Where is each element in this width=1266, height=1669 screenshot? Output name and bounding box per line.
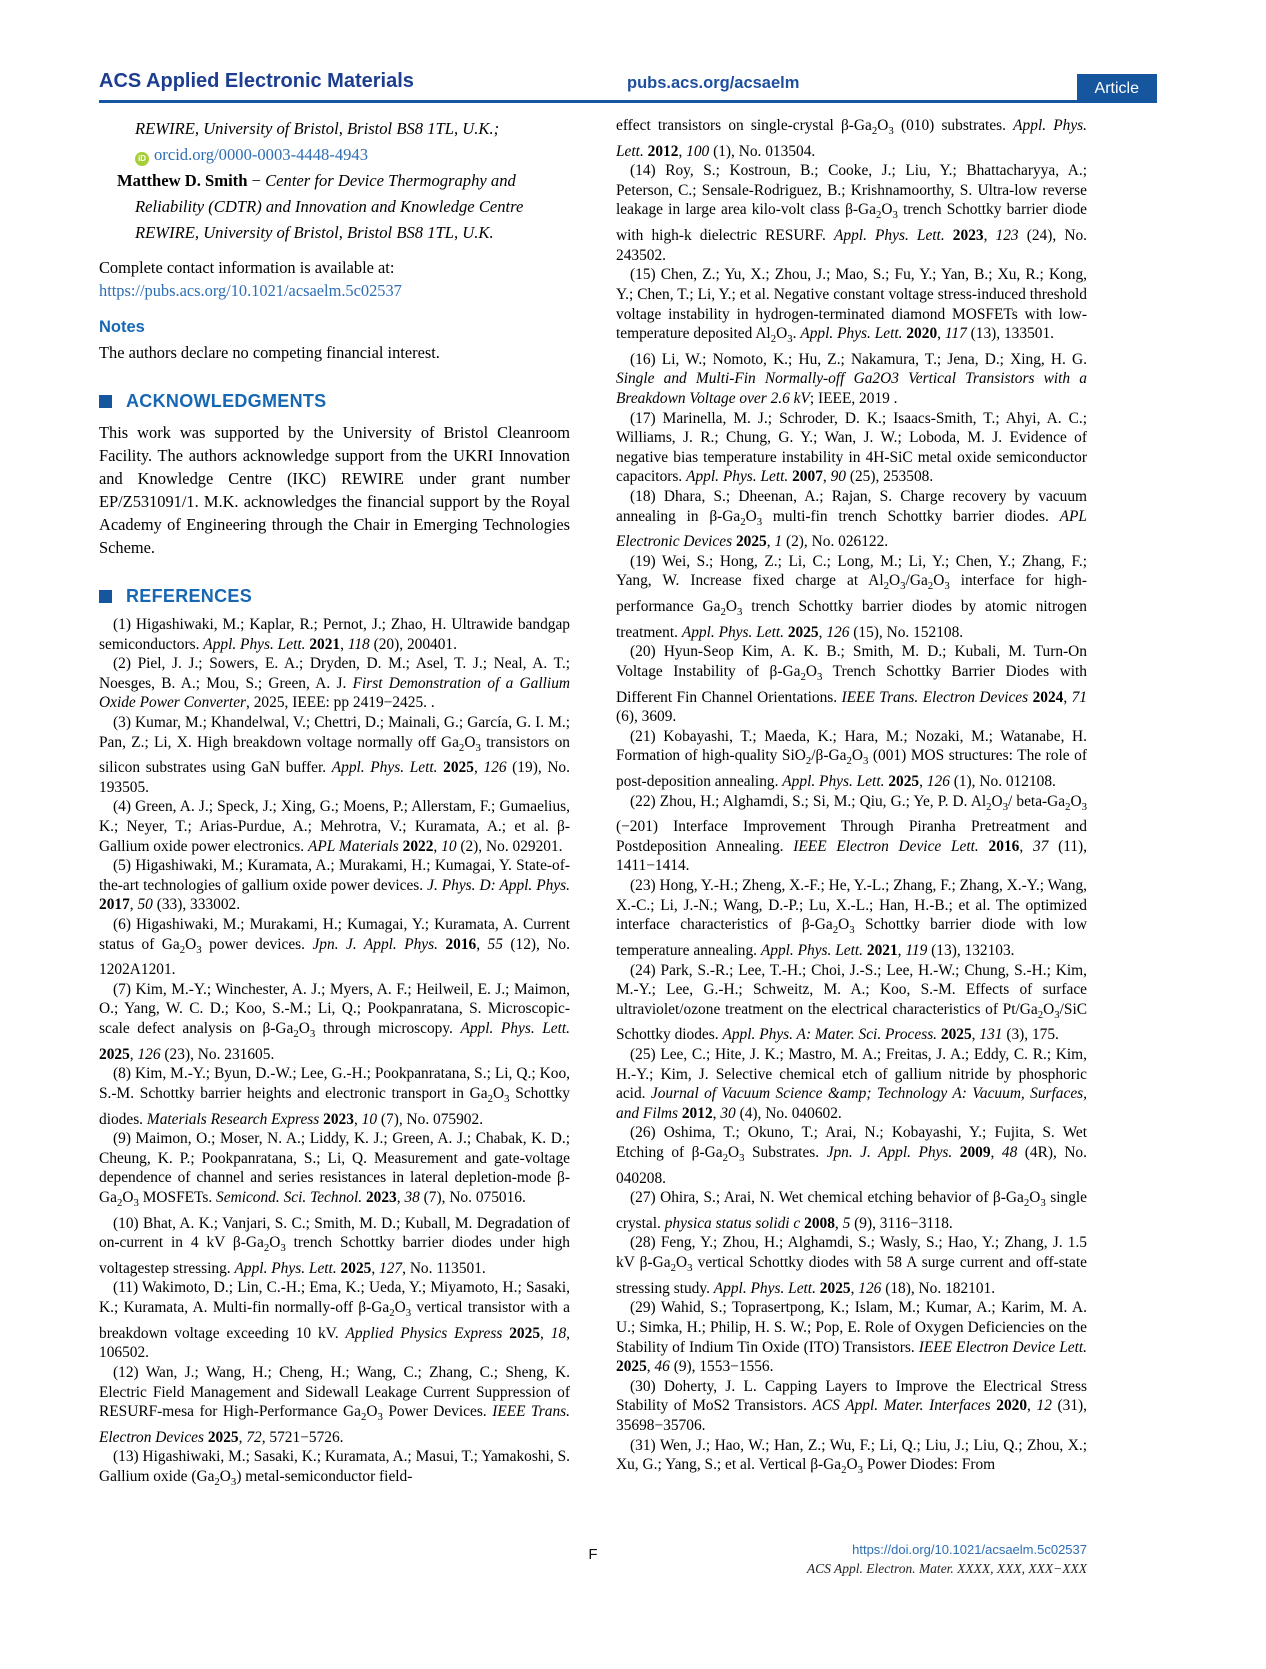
reference-entry-9: (9) Maimon, O.; Moser, N. A.; Liddy, K. J.; Green, A. J.; Chabak, K. D.; Cheung, K. P.; Pookpanratana, S.; Li, Q. Measurement and gate-voltage dependence of channel and series resistances in lateral depletion-mode $\beta-Ga_2O_3$ MOSFETs. Semicond. Sci. Technol. 2023, 38 (7), No. 075016. — [99, 1130, 570, 1210]
journal-site-link[interactable]: pubs.acs.org/acsaelm — [627, 74, 800, 92]
reference-entry-3: (3) Kumar, M.; Khandelwal, V.; Chettri, D.; Mainali, G.; García, G. I. M.; Pan, Z.; Li, X. High breakdown voltage normally off $Ga_2O_3$ transistors on silicon substrates using GaN buffer. Appl. Phys. Lett. 2025, 126 (19), No. 193505. — [99, 713, 571, 796]
reference-entry-20: (20) Hyun-Seop Kim, A. K. B.; Smith, M. D.; Kubali, M. Turn-On Voltage Instability of $\beta-Ga_2O_3$ Trench Schottky Barrier Diodes with Different Fin Channel Orientations. IEEE Trans. Electron Devices 2024, 71 (6), 3609. — [616, 643, 1088, 726]
reference-entry-4: (4) Green, A. J.; Speck, J.; Xing, G.; Moens, P.; Allerstam, F.; Gumaelius, K.; Neyer, T.; Arias-Purdue, A.; Mehrotra, V.; Kuramata, A.; et al. β-Gallium oxide power electronics. APL Materials 2022, 10 (2), No. 029201. — [99, 798, 570, 855]
affiliation-continuation: REWIRE, University of Bristol, Bristol BS8 1TL, U.K.; — [135, 119, 500, 138]
orcid-link[interactable]: orcid.org/0000-0003-4448-4943 — [154, 145, 369, 164]
reference-entry-26: (26) Oshima, T.; Okuno, T.; Arai, N.; Kobayashi, Y.; Fujita, S. Wet Etching of $\beta-Ga_2O_3$ Substrates. Jpn. J. Appl. Phys. 2009, 48 (4R), No. 040208. — [616, 1124, 1087, 1187]
reference-entry-8: (8) Kim, M.-Y.; Byun, D.-W.; Lee, G.-H.; Pookpanratana, S.; Li, Q.; Koo, S.-M. Schottky barrier heights and electronic transport in $Ga_2O_3$ Schottky diodes. Materials Research Express 2023, 10 (7), No. 075902. — [99, 1065, 570, 1128]
reference-entry-12: (12) Wan, J.; Wang, H.; Cheng, H.; Wang, C.; Zhang, C.; Sheng, K. Electric Field Management and Sidewall Leakage Current Suppression of RESURF-mesa for High-Performance $Ga_2O_3$ Power Devices. IEEE Trans. Electron Devices 2025, 72, 5721−5726. — [99, 1363, 570, 1446]
notes-body: The authors declare no competing financial interest. — [99, 343, 440, 362]
reference-entry-30: (30) Doherty, J. L. Capping Layers to Improve the Electrical Stress Stability of MoS2 Transistors. ACS Appl. Mater. Interfaces 2020, 12 (31), 35698−35706. — [616, 1377, 1088, 1434]
reference-entry-13-continuation: effect transistors on single-crystal $\beta-Ga_2O_3$ (010) substrates. Appl. Phys. Lett. 2012, 100 (1), No. 013504. — [616, 117, 1087, 160]
reference-entry-19: (19) Wei, S.; Hong, Z.; Li, C.; Long, M.; Li, Y.; Chen, Y.; Zhang, F.; Yang, W. Increase fixed charge at $Al_2O_3/Ga_2O_3$ interface for high-performance $Ga_2O_3$ trench Schottky barrier diodes by atomic nitrogen treatment. Appl. Phys. Lett. 2025, 126 (15), No. 152108. — [616, 552, 1087, 641]
two-column-body — [99, 116, 1087, 1493]
reference-entry-13: (13) Higashiwaki, M.; Sasaki, K.; Kuramata, A.; Masui, T.; Yamakoshi, S. Gallium oxide $(Ga_2O_3)$ metal-semiconductor field- — [99, 1448, 570, 1489]
contact-line: Complete contact information is available at: — [99, 258, 395, 277]
contact-url-link[interactable]: https://pubs.acs.org/10.1021/acsaelm.5c02537 — [99, 281, 402, 300]
reference-entry-7: (7) Kim, M.-Y.; Winchester, A. J.; Myers, A. F.; Heilweil, E. J.; Maimon, O.; Yang, W. C. D.; Koo, S.-M.; Li, Q.; Pookpanratana, S. Microscopic-scale defect analysis on $\beta-Ga_2O_3$ through microscopy. Appl. Phys. Lett. 2025, 126 (23), No. 231605. — [99, 980, 571, 1063]
page-header — [99, 63, 1157, 103]
page-number: F — [588, 1546, 598, 1563]
references-right — [616, 116, 1087, 1481]
reference-entry-23: (23) Hong, Y.-H.; Zheng, X.-F.; He, Y.-L.; Zhang, F.; Zhang, X.-Y.; Wang, X.-C.; Li, J.-N.; Wang, D.-P.; Lu, X.-L.; Han, H.-B.; et al. The optimized interface characteristics of $\beta-Ga_2O_3$ Schottky barrier diode with low temperature annealing. Appl. Phys. Lett. 2021, 119 (13), 132103. — [616, 877, 1087, 959]
reference-entry-31: (31) Wen, J.; Hao, W.; Han, Z.; Wu, F.; Li, Q.; Liu, J.; Liu, Q.; Zhou, X.; Xu, G.; Yang, S.; et al. Vertical $\beta-Ga_2O_3$ Power Diodes: From — [616, 1436, 1087, 1477]
reference-entry-6: (6) Higashiwaki, M.; Murakami, H.; Kumagai, Y.; Kuramata, A. Current status of $Ga_2O_3$ power devices. Jpn. J. Appl. Phys. 2016, 55 (12), No. 1202A1201. — [99, 915, 570, 979]
reference-entry-24: (24) Park, S.-R.; Lee, T.-H.; Choi, J.-S.; Lee, H.-W.; Chung, S.-H.; Kim, M.-Y.; Lee, G.-H.; Schweitz, M. A.; Koo, S.-M. Effects of surface ultraviolet/ozone treatment on the electrical characteristics of $Pt/Ga_2O_3$/SiC Schottky diodes. Appl. Phys. A: Mater. Sci. Process. 2025, 131 (3), 175. — [616, 961, 1087, 1044]
reference-entry-18: (18) Dhara, S.; Dheenan, A.; Rajan, S. Charge recovery by vacuum annealing in $\beta-Ga_2O_3$ multi-fin trench Schottky barrier diodes. APL Electronic Devices 2025, 1 (2), No. 026122. — [616, 487, 1087, 551]
reference-entry-28: (28) Feng, Y.; Zhou, H.; Alghamdi, S.; Wasly, S.; Hao, Y.; Zhang, J. 1.5 kV $\beta-Ga_2O_3$ vertical Schottky diodes with 58 A surge current and off-state stressing study. Appl. Phys. Lett. 2025, 126 (18), No. 182101. — [616, 1234, 1087, 1297]
orcid-icon: iD — [135, 152, 149, 166]
reference-entry-11: (11) Wakimoto, D.; Lin, C.-H.; Ema, K.; Ueda, Y.; Miyamoto, H.; Sasaki, K.; Kuramata, A. Multi-fin normally-off $\beta-Ga_2O_3$ vertical transistor with a breakdown voltage exceeding 10 kV. Applied Physics Express 2025, 18, 106502. — [99, 1279, 570, 1362]
section-bullet-icon — [99, 590, 112, 603]
reference-entry-15: (15) Chen, Z.; Yu, X.; Zhou, J.; Mao, S.; Fu, Y.; Yan, B.; Xu, R.; Kong, Y.; Chen, T.; Li, Y.; et al. Negative constant voltage stress-induced threshold voltage instability in hydrogen-terminated diamond MOSFETs with low-temperature deposited $Al_2O_3$. Appl. Phys. Lett. 2020, 117 (13), 133501. — [616, 266, 1087, 346]
reference-entry-14: (14) Roy, S.; Kostroun, B.; Cooke, J.; Liu, Y.; Bhattacharyya, A.; Peterson, C.; Sensale-Rodriguez, B.; Krishnamoorthy, S. Ultra-low reverse leakage in large area kilo-volt class $\beta-Ga_2O_3$ trench Schottky barrier diode with high-k dielectric RESURF. Appl. Phys. Lett. 2023, 123 (24), No. 243502. — [616, 162, 1087, 264]
section-bullet-icon — [99, 395, 112, 408]
reference-entry-2: (2) Piel, J. J.; Sowers, E. A.; Dryden, D. M.; Asel, T. J.; Neal, A. T.; Noesges, B. A.; Mou, S.; Green, A. J. First Demonstration of a Gallium Oxide Power Converter, 2025, IEEE: pp 2419−2425. . — [99, 655, 571, 712]
orcid-line — [99, 142, 570, 168]
journal-title: ACS Applied Electronic Materials — [99, 70, 414, 92]
left-column — [99, 116, 570, 1493]
references-heading: REFERENCES — [99, 586, 570, 607]
reference-entry-1: (1) Higashiwaki, M.; Kaplar, R.; Pernot, J.; Zhao, H. Ultrawide bandgap semiconductors. Appl. Phys. Lett. 2021, 118 (20), 200401. — [99, 616, 570, 653]
article-type-badge: Article — [1077, 74, 1157, 103]
acknowledgments-heading: ACKNOWLEDGMENTS — [99, 391, 570, 412]
reference-entry-29: (29) Wahid, S.; Toprasertpong, K.; Islam, M.; Kumar, A.; Karim, M. A. U.; Simka, H.; Philip, H. S. W.; Pop, E. Role of Oxygen Deficiencies on the Stability of Indium Tin Oxide (ITO) Transistors. IEEE Electron Device Lett. 2025, 46 (9), 1553−1556. — [616, 1299, 1087, 1376]
reference-entry-10: (10) Bhat, A. K.; Vanjari, S. C.; Smith, M. D.; Kuball, M. Degradation of on-current in 4 kV $\beta-Ga_2O_3$ trench Schottky barrier diodes under high voltagestep stressing. Appl. Phys. Lett. 2025, 127, No. 113501. — [99, 1214, 570, 1277]
doi-link[interactable]: https://doi.org/10.1021/acsaelm.5c02537 — [852, 1542, 1087, 1557]
reference-entry-16: (16) Li, W.; Nomoto, K.; Hu, Z.; Nakamura, T.; Jena, D.; Xing, H. G. Single and Multi-Fin Normally-off Ga2O3 Vertical Transistors with a Breakdown Voltage over 2.6 kV; IEEE, 2019 . — [616, 350, 1087, 407]
references-left — [99, 615, 570, 1493]
author-entry: Matthew D. Smith − Center for Device Thermography and Reliability (CDTR) and Innovation and Knowledge Centre REWIRE, University of Bristol, Bristol BS8 1TL, U.K. — [117, 171, 524, 242]
reference-entry-22: (22) Zhou, H.; Alghamdi, S.; Si, M.; Qiu, G.; Ye, P. D. $Al_2O_3/$ beta-$Ga_2O_3$ (−201) Interface Improvement Through Piranha Pretreatment and Postdeposition Annealing. IEEE Electron Device Lett. 2016, 37 (11), 1411−1414. — [616, 792, 1088, 875]
acknowledgments-body: This work was supported by the University of Bristol Cleanroom Facility. The authors acknowledge support from the UKRI Innovation and Knowledge Centre (IKC) REWIRE under grant number EP/Z531091/1. M.K. acknowledges the financial support by the Royal Academy of Engineering through the Chair in Emerging Technologies Scheme. — [99, 423, 570, 557]
journal-citation: ACS Appl. Electron. Mater. XXXX, XXX, XXX−XXX — [806, 1561, 1087, 1576]
reference-entry-21: (21) Kobayashi, T.; Maeda, K.; Hara, M.; Nozaki, M.; Watanabe, H. Formation of high-quality $SiO_2/\beta-Ga_2O_3$ (001) MOS structures: The role of post-deposition annealing. Appl. Phys. Lett. 2025, 126 (1), No. 012108. — [616, 727, 1087, 791]
reference-entry-17: (17) Marinella, M. J.; Schroder, D. K.; Isaacs-Smith, T.; Ahyi, A. C.; Williams, J. R.; Chung, G. Y.; Wan, J. W.; Loboda, M. J. Evidence of negative bias temperature instability in 4H-SiC metal oxide semiconductor capacitors. Appl. Phys. Lett. 2007, 90 (25), 253508. — [616, 409, 1087, 486]
reference-entry-27: (27) Ohira, S.; Arai, N. Wet chemical etching behavior of $\beta-Ga_2O_3$ single crystal. physica status solidi c 2008, 5 (9), 3116−3118. — [616, 1189, 1087, 1232]
right-column — [616, 116, 1087, 1493]
notes-heading: Notes — [99, 318, 145, 336]
author-affiliation-block — [99, 116, 570, 246]
reference-entry-25: (25) Lee, C.; Hite, J. K.; Mastro, M. A.; Freitas, J. A.; Eddy, C. R.; Kim, H.-Y.; Kim, J. Selective chemical etch of gallium nitride by phosphoric acid. Journal of Vacuum Science &amp; Technology A: Vacuum, Surfaces, and Films 2012, 30 (4), No. 040602. — [616, 1045, 1087, 1122]
footer-citation-block — [807, 1540, 1087, 1578]
contact-info — [99, 256, 570, 302]
reference-entry-5: (5) Higashiwaki, M.; Kuramata, A.; Murakami, H.; Kumagai, Y. State-of-the-art technologies of gallium oxide power devices. J. Phys. D: Appl. Phys. 2017, 50 (33), 333002. — [99, 857, 571, 914]
